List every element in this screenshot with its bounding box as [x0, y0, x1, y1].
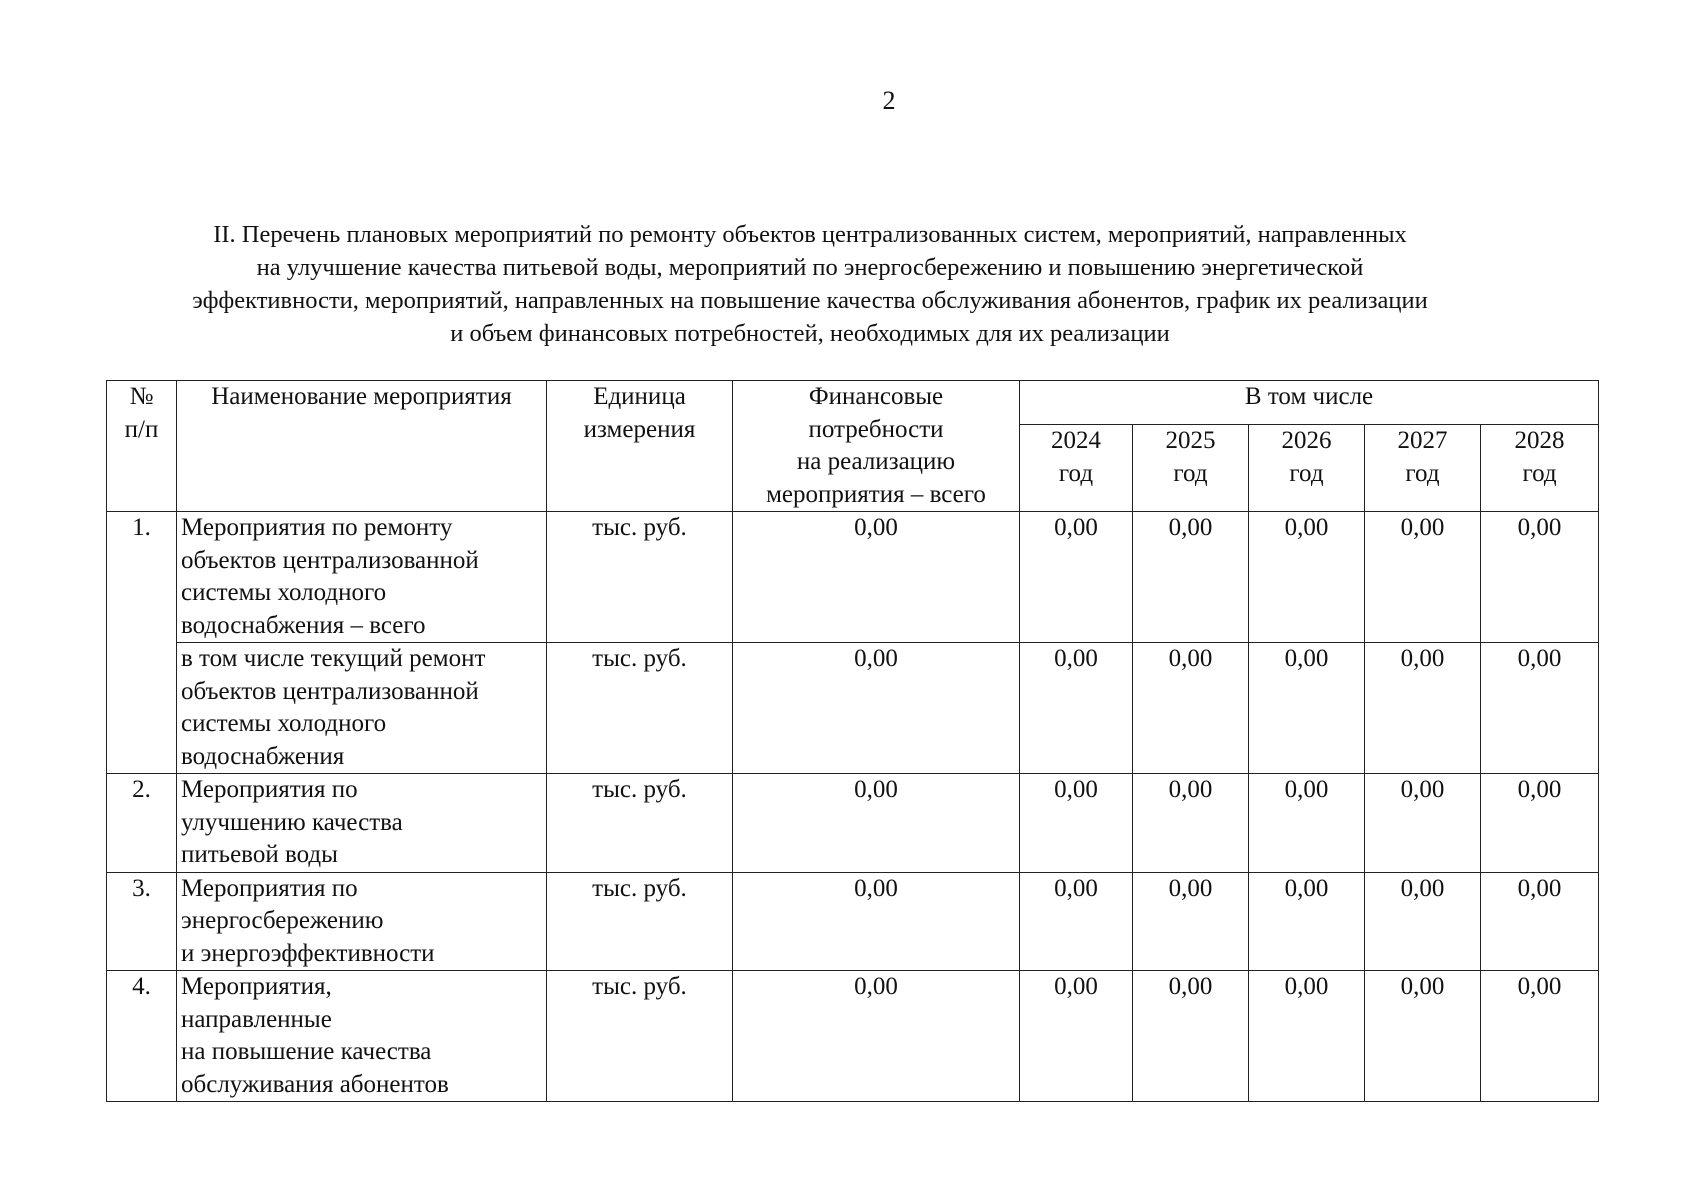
row-year-value: 0,00	[1365, 872, 1481, 971]
row-unit: тыс. руб.	[547, 774, 733, 873]
row-unit: тыс. руб.	[547, 643, 733, 774]
header-total-line: мероприятия – всего	[766, 480, 986, 508]
row-number: 3.	[107, 872, 177, 971]
header-num-line: №	[129, 383, 154, 410]
table-row	[107, 971, 1599, 1102]
row-year-value: 0,00	[1481, 971, 1599, 1102]
header-total-line: Финансовые	[808, 383, 944, 410]
row-name	[177, 971, 547, 1102]
row-year-value: 0,00	[1133, 774, 1249, 873]
row-year-value: 0,00	[1481, 643, 1599, 774]
row-name-line: направленные	[181, 1005, 332, 1033]
header-num-line: п/п	[124, 415, 159, 443]
row-total: 0,00	[733, 971, 1020, 1102]
row-year-value: 0,00	[1020, 971, 1133, 1102]
row-name	[177, 872, 547, 971]
row-name-line: системы холодного	[181, 579, 387, 606]
header-name: Наименование мероприятия	[177, 381, 547, 512]
row-name	[177, 512, 547, 643]
page-number: 2	[882, 86, 896, 115]
header-year	[1249, 425, 1365, 512]
header-year-value: 2027	[1397, 427, 1448, 455]
row-year-value: 0,00	[1020, 872, 1133, 971]
header-row-1	[107, 381, 1599, 425]
row-name	[177, 774, 547, 873]
row-year-value: 0,00	[1020, 512, 1133, 643]
row-name-line: энергосбережению	[181, 907, 384, 934]
row-name-line: объектов централизованной	[181, 677, 479, 705]
row-year-value: 0,00	[1249, 512, 1365, 643]
header-year-value: 2028	[1514, 427, 1565, 455]
row-name-line: системы холодного	[181, 710, 387, 737]
row-year-value: 0,00	[1020, 774, 1133, 873]
row-total: 0,00	[733, 512, 1020, 643]
row-name-line: Мероприятия по	[181, 874, 358, 902]
row-name-line: на повышение качества	[181, 1038, 432, 1065]
row-year-value: 0,00	[1365, 971, 1481, 1102]
table-row	[107, 512, 1599, 643]
title-line-1: II. Перечень плановых мероприятий по ремонту объектов централизованных систем, мероприятий, направленных	[213, 221, 1407, 248]
header-total-line: на реализацию	[796, 448, 956, 475]
row-unit: тыс. руб.	[547, 971, 733, 1102]
row-year-value: 0,00	[1249, 643, 1365, 774]
header-year	[1365, 425, 1481, 512]
title-line-3: эффективности, мероприятий, направленных на повышение качества обслуживания абонентов, график их реализации	[192, 287, 1428, 314]
row-name	[177, 643, 547, 774]
row-total: 0,00	[733, 774, 1020, 873]
table-row	[107, 872, 1599, 971]
row-year-value: 0,00	[1481, 774, 1599, 873]
header-including: В том числе	[1020, 381, 1599, 425]
title-line-2: на улучшение качества питьевой воды, мероприятий по энергосбережению и повышению энергетической	[256, 254, 1364, 281]
row-year-value: 0,00	[1133, 512, 1249, 643]
table-row	[107, 643, 1599, 774]
row-name-line: водоснабжения	[181, 742, 345, 770]
row-year-value: 0,00	[1481, 512, 1599, 643]
row-number: 4.	[107, 971, 177, 1102]
header-year-unit: год	[1405, 459, 1440, 487]
header-unit	[547, 381, 733, 512]
header-total-line: потребности	[808, 415, 944, 443]
row-unit: тыс. руб.	[547, 512, 733, 643]
row-year-value: 0,00	[1133, 872, 1249, 971]
header-year-value: 2024	[1051, 427, 1101, 455]
header-year-unit: год	[1289, 459, 1324, 487]
row-unit: тыс. руб.	[547, 872, 733, 971]
header-year	[1133, 425, 1249, 512]
row-year-value: 0,00	[1365, 643, 1481, 774]
row-year-value: 0,00	[1249, 872, 1365, 971]
row-year-value: 0,00	[1249, 971, 1365, 1102]
row-total: 0,00	[733, 643, 1020, 774]
row-name-line: Мероприятия по	[181, 776, 358, 803]
row-name-line: в том числе текущий ремонт	[181, 645, 486, 672]
title-line-4: и объем финансовых потребностей, необходимых для их реализации	[450, 320, 1170, 347]
row-year-value: 0,00	[1365, 774, 1481, 873]
row-name-line: улучшению качества	[181, 808, 403, 836]
row-year-value: 0,00	[1481, 872, 1599, 971]
header-total	[733, 381, 1020, 512]
header-year-value: 2025	[1165, 427, 1216, 455]
row-number: 2.	[107, 774, 177, 873]
header-year-unit: год	[1173, 459, 1208, 487]
header-unit-line: измерения	[583, 415, 696, 443]
plan-table	[106, 380, 1599, 1102]
row-name-line: и энергоэффективности	[181, 939, 435, 967]
header-year-value: 2026	[1281, 427, 1332, 455]
header-year-unit: год	[1522, 459, 1557, 487]
row-year-value: 0,00	[1133, 971, 1249, 1102]
header-year-unit: год	[1058, 459, 1094, 487]
row-total: 0,00	[733, 872, 1020, 971]
row-name-line: Мероприятия по ремонту	[181, 514, 453, 541]
row-name-line: обслуживания абонентов	[181, 1070, 449, 1098]
row-year-value: 0,00	[1365, 512, 1481, 643]
row-name-line: питьевой воды	[181, 841, 338, 868]
table-row	[107, 774, 1599, 873]
row-name-line: объектов централизованной	[181, 546, 479, 574]
row-number: 1.	[107, 512, 177, 774]
row-year-value: 0,00	[1249, 774, 1365, 873]
row-year-value: 0,00	[1020, 643, 1133, 774]
row-name-line: водоснабжения – всего	[181, 611, 426, 639]
section-title	[120, 218, 1500, 350]
header-year	[1481, 425, 1599, 512]
row-name-line: Мероприятия,	[181, 973, 332, 1000]
header-unit-line: Единица	[593, 383, 686, 410]
row-year-value: 0,00	[1133, 643, 1249, 774]
header-year	[1020, 425, 1133, 512]
header-num	[107, 381, 177, 512]
